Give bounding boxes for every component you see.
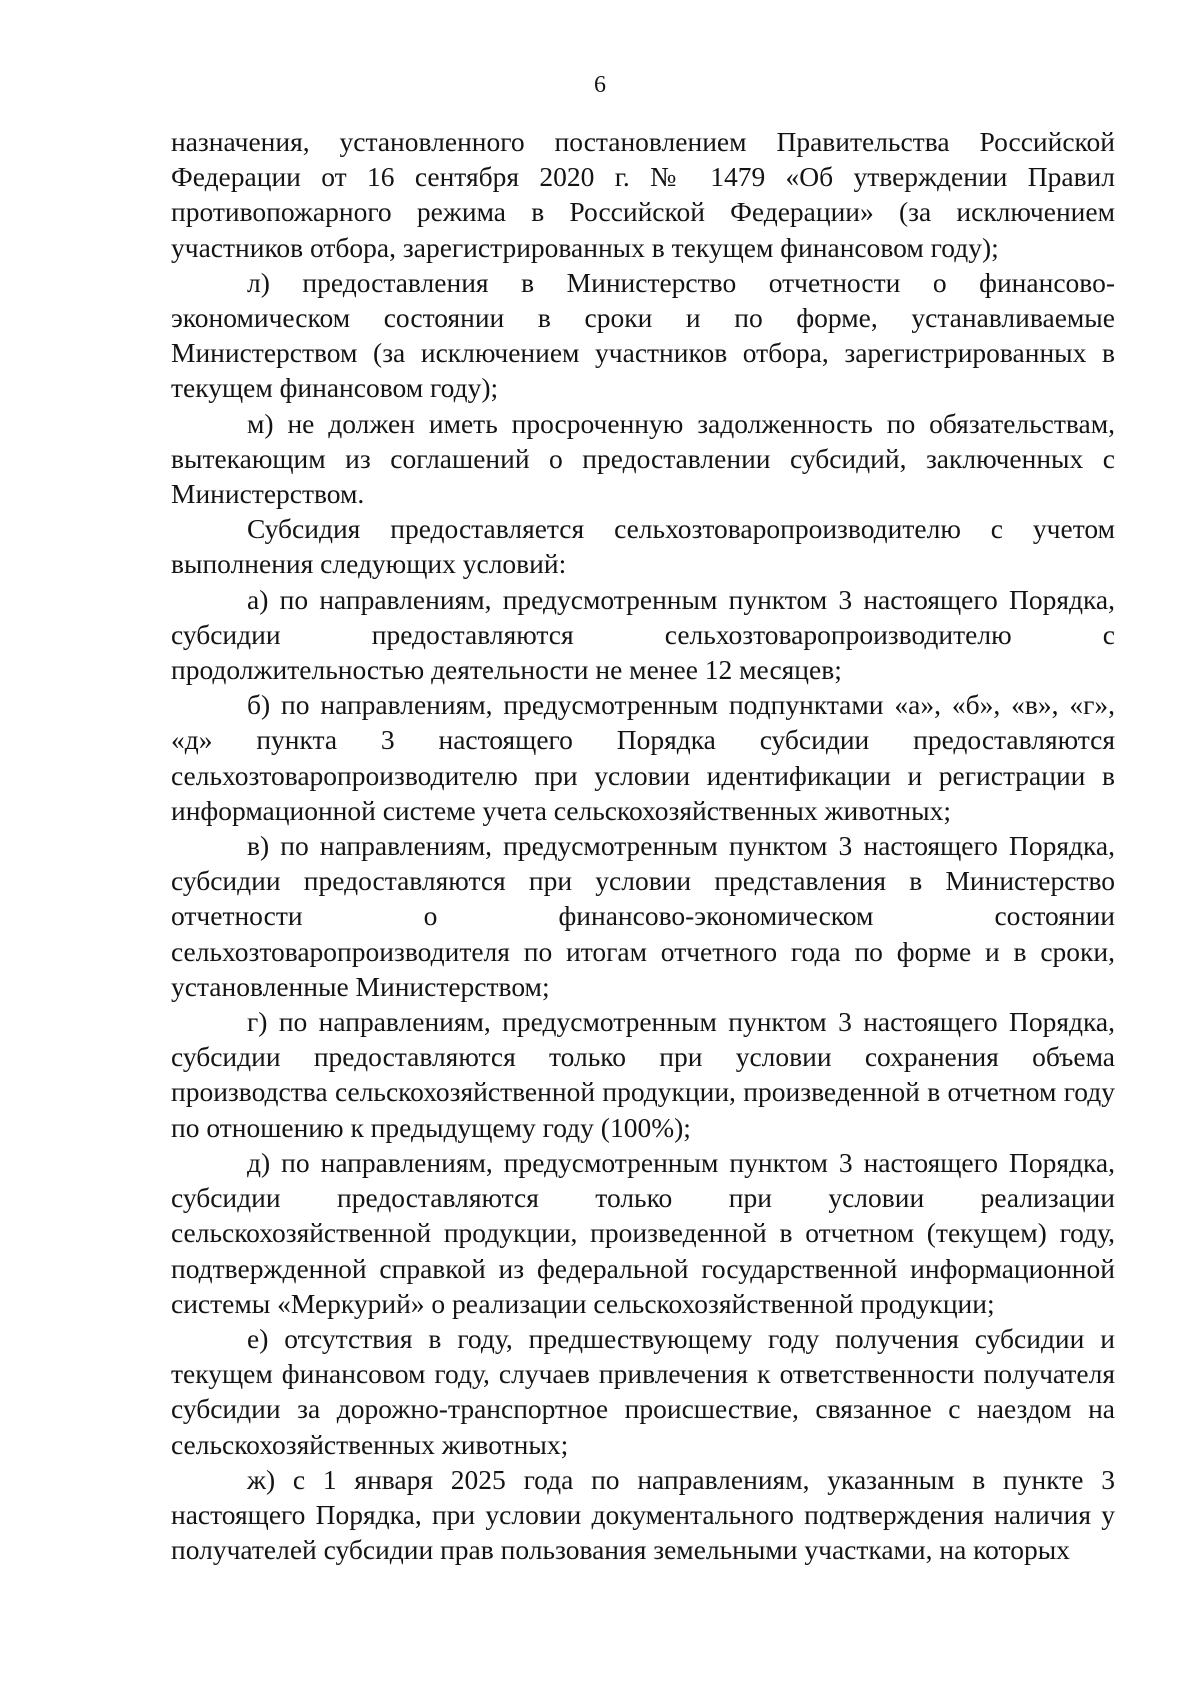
paragraph-condition-g: г) по направлениям, предусмотренным пунктом 3 настоящего Порядка, субсидии предоставляются только при условии сохранения объема производства сельскохозяйственной продукции, произведенной в отчетном году по отношению к предыдущему году (100%); xyxy=(171,1006,1115,1143)
paragraph-condition-b: б) по направлениям, предусмотренным подпунктами «а», «б», «в», «г», «д» пункта 3 настоящего Порядка субсидии предоставляются сельхозтоваропроизводителю при условии идентификации и регистрации в информационной системе учета сельскохозяйственных животных; xyxy=(171,689,1115,826)
paragraph-condition-d: д) по направлениям, предусмотренным пунктом 3 настоящего Порядка, субсидии предоставляются только при условии реализации сельскохозяйственной продукции, произведенной в отчетном (текущем) году, подтвержденной справкой из федеральной государственной информационной системы «Меркурий» о реализации сельскохозяйственной продукции; xyxy=(171,1146,1115,1319)
paragraph-item-m: м) не должен иметь просроченную задолженность по обязательствам, вытекающим из соглашений о предоставлении субсидий, заключенных с Министерством. xyxy=(171,407,1115,510)
paragraph-condition-v: в) по направлениям, предусмотренным пунктом 3 настоящего Порядка, субсидии предоставляются при условии представления в Министерство отчетности о финансово-экономическом состоянии сельхозтоваропроизводителя по итогам отчетного года по форме и в сроки, установленные Министерством; xyxy=(171,830,1115,1002)
paragraph-item-l: л) предоставления в Министерство отчетности о финансово-экономическом состоянии в сроки и по форме, устанавливаемые Министерством (за исключением участников отбора, зарегистрированных в текущем финансовом году); xyxy=(171,266,1115,404)
paragraph-condition-zh: ж) с 1 января 2025 года по направлениям, указанным в пункте 3 настоящего Порядка, при условии документального подтверждения наличия у получателей субсидии прав пользования земельными участками, на которых xyxy=(171,1463,1115,1566)
document-body xyxy=(171,124,1115,1567)
paragraph-condition-a: а) по направлениям, предусмотренным пунктом 3 настоящего Порядка, субсидии предоставляются сельхозтоваропроизводителю с продолжительностью деятельности не менее 12 месяцев; xyxy=(171,583,1115,686)
page-number: 6 xyxy=(594,72,606,98)
paragraph-condition-e: е) отсутствия в году, предшествующему году получения субсидии и текущем финансовом году, случаев привлечения к ответственности получателя субсидии за дорожно-транспортное происшествие, связанное с наездом на сельскохозяйственных животных; xyxy=(171,1322,1115,1460)
paragraph-continuation: назначения, установленного постановлением Правительства Российской Федерации от 16 сентября 2020 г. № 1479 «Об утверждении Правил противопожарного режима в Российской Федерации» (за исключением участников отбора, зарегистрированных в текущем финансовом году); xyxy=(171,126,1115,263)
paragraph-conditions-intro: Субсидия предоставляется сельхозтоваропроизводителю с учетом выполнения следующих условий: xyxy=(171,513,1115,580)
